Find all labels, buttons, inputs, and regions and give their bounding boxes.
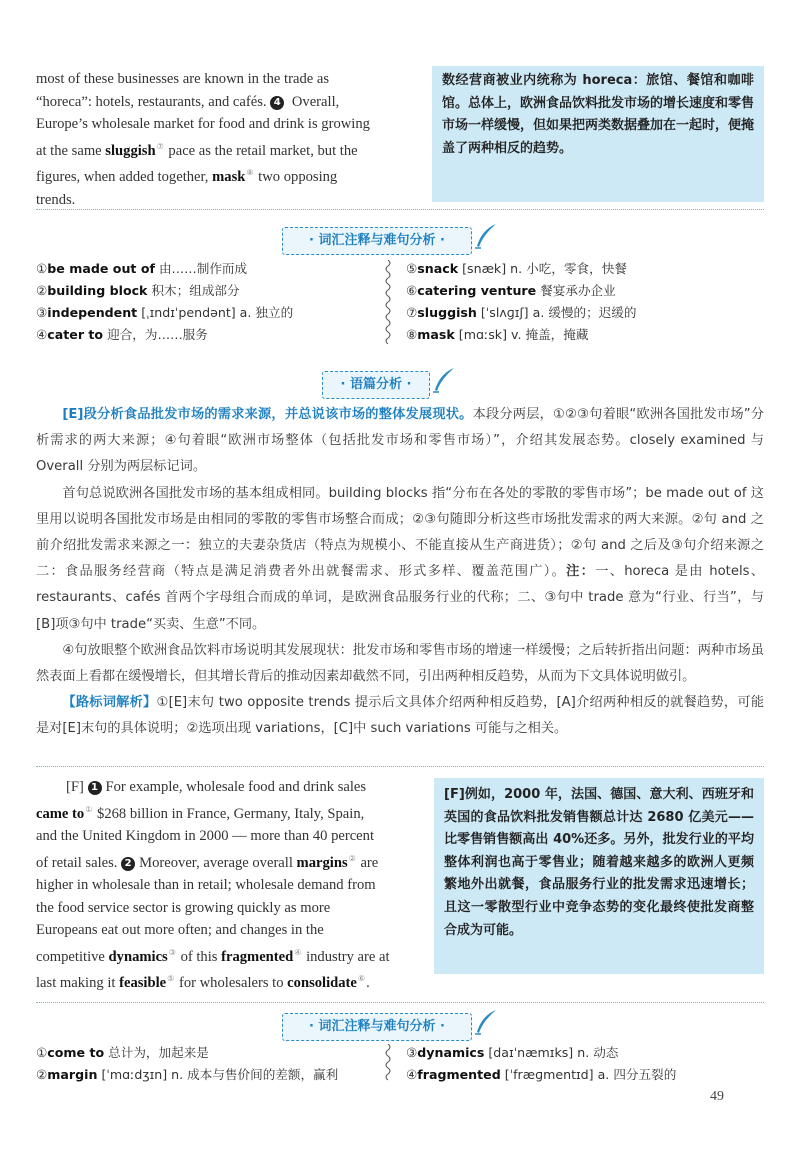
paragraph-f-translation-box: [F]例如，2000 年，法国、德国、意大利、西班牙和英国的食品饮料批发销售额总计达 2680 亿美元——比零售销售额高出 40%还多。另外，批发行业的平均整体利润也高于零售业；随着越来越多的欧洲人更频繁地外出就餐，食品服务行业的批发需求迅速增长；且这一零散型行业中竞争态势的变化最终使批发商整合成为可能。 (434, 778, 764, 974)
section-divider (36, 766, 764, 767)
text-segment: Moreover, average overall (139, 854, 297, 871)
vocab-meaning: 积木；组成部分 (147, 283, 240, 298)
analysis-text: ①[E]末句 two opposite trends 提示后文具体介绍两种相反趋势，[A]介绍两种相反的就餐趋势，可能是对[E]末句的具体说明；②选项出现 variations，[C]中 such variations 可能与之相关。 (36, 695, 765, 737)
text-line: Europe’s wholesale market for food and drink is growing (36, 116, 370, 133)
vocab-meaning: [ˈmɑːdʒɪn] n. 成本与售价间的差额，赢利 (97, 1067, 339, 1082)
item-number: ② (36, 1067, 48, 1082)
text-line (36, 968, 424, 994)
text-segment: pace as the retail market, but the (164, 142, 358, 159)
footnote-marker: ⑦ (156, 141, 164, 151)
quill-icon (472, 1008, 498, 1036)
vocab-term: snack (417, 261, 459, 276)
vocab-term: margin (47, 1067, 98, 1082)
text-line (36, 136, 422, 162)
vocab-section-title: · 词汇注释与难句分析 · (282, 227, 472, 255)
quill-icon (430, 366, 456, 394)
item-number: ① (36, 1045, 48, 1060)
item-number: ① (36, 261, 48, 276)
vocab-item (406, 1042, 766, 1064)
item-number: ④ (36, 327, 48, 342)
vocab-item (406, 302, 766, 324)
paragraph-tag: [F] (66, 779, 84, 795)
item-number: ③ (406, 1045, 418, 1060)
vocab-item (406, 258, 766, 280)
analysis-text: 本段分两层，①②③句着眼“欧洲各国批发市场”分析需求的两大来源；④句着眼“欧洲市场整体（包括批发市场和零售市场）”，介绍其发展态势。closely examined 与 Overall 分别为两层标记词。 (36, 407, 764, 475)
vocab-list-right (406, 258, 766, 346)
vocab-term: cater to (47, 327, 104, 342)
footnote-marker: ② (348, 853, 356, 863)
note-label: 注： (566, 564, 596, 580)
vocab-item (406, 324, 766, 346)
item-number: ⑥ (406, 283, 418, 298)
vocab-list-left (36, 1042, 376, 1086)
paragraph-f-english (36, 776, 424, 995)
vocab-item (36, 258, 376, 280)
text-segment: $268 billion in France, Germany, Italy, Spain, (93, 805, 365, 822)
analysis-paragraph (36, 402, 764, 481)
column-separator (382, 260, 394, 344)
text-line (36, 162, 422, 188)
vocab-term: be made out of (47, 261, 155, 276)
vocab-item (36, 1064, 376, 1086)
analysis-lead: [E]段分析食品批发市场的需求来源，并总说该市场的整体发展现状。 (62, 407, 473, 422)
signpost-label: 【路标词解析】 (62, 695, 157, 711)
vocab-item (36, 280, 376, 302)
footnote-marker: ⑧ (246, 168, 254, 178)
vocab-word: sluggish (105, 142, 156, 159)
vocab-word: came to (36, 805, 85, 822)
analysis-paragraph (36, 690, 764, 742)
text-line (36, 799, 424, 825)
vocab-term: come to (47, 1045, 105, 1060)
text-segment: for wholesalers to (175, 975, 288, 992)
vocab-term: sluggish (417, 305, 477, 320)
quill-icon (472, 222, 498, 250)
vocab-word: consolidate (287, 975, 357, 992)
vocab-meaning: 由……制作而成 (154, 261, 248, 276)
item-number: ⑧ (406, 327, 418, 342)
text-line (36, 942, 424, 968)
vocab-meaning: [mɑːsk] v. 掩盖，掩藏 (454, 327, 589, 342)
vocab-term: dynamics (417, 1045, 485, 1060)
vocab-meaning: 迎合，为……服务 (103, 327, 208, 342)
vocab-item (36, 324, 376, 346)
vocab-term: independent (47, 305, 138, 320)
vocab-word: mask (212, 169, 246, 186)
vocab-word: feasible (119, 975, 167, 992)
footnote-marker: ③ (168, 947, 176, 957)
vocab-meaning: [ˌɪndɪˈpendənt] a. 独立的 (137, 305, 294, 320)
vocab-meaning: [ˈslʌɡɪʃ] a. 缓慢的；迟缓的 (476, 305, 637, 320)
vocab-list-left (36, 258, 376, 346)
text-line: most of these businesses are known in the trade as (36, 71, 330, 87)
item-number: ③ (36, 305, 48, 320)
page-number: 49 (710, 1089, 724, 1104)
footnote-marker: ④ (294, 947, 302, 957)
item-number: ⑦ (406, 305, 418, 320)
vocab-item (36, 302, 376, 324)
vocab-item (36, 1042, 376, 1064)
vocab-term: catering venture (417, 283, 537, 298)
sentence-number-badge: 1 (88, 781, 102, 795)
vocab-list-right (406, 1042, 766, 1086)
text-line: the food service sector is growing quickly as more (36, 899, 331, 916)
item-number: ④ (406, 1067, 418, 1082)
footnote-marker: ① (85, 804, 93, 814)
vocab-meaning: [snæk] n. 小吃，零食，快餐 (458, 261, 627, 276)
analysis-paragraph: ④句放眼整个欧洲食品饮料市场说明其发展现状：批发市场和零售市场的增速一样缓慢；之后转折指出问题：两种市场虽然表面上看都在缓慢增长，但其增长背后的推动因素却截然不同，引出两种相反趋势，从而为下文具体说明做引。 (36, 642, 764, 685)
text-segment: For example, wholesale food and drink sales (105, 779, 367, 795)
section-divider (36, 1002, 764, 1003)
vocab-word: dynamics (108, 948, 168, 965)
text-line (36, 848, 424, 874)
text-line: and the United Kingdom in 2000 — more than 40 percent (36, 828, 375, 845)
column-separator (382, 1044, 394, 1084)
text-segment: . (366, 975, 370, 992)
analysis-body (36, 402, 764, 743)
text-line: Europeans eat out more often; and changes in the (36, 922, 324, 939)
vocab-word: fragmented (221, 948, 294, 965)
vocab-meaning: [daɪˈnæmɪks] n. 动态 (484, 1045, 619, 1060)
text-segment: industry are at (302, 948, 390, 965)
item-number: ② (36, 283, 48, 298)
vocab-item (406, 280, 766, 302)
vocab-term: fragmented (417, 1067, 501, 1082)
text-line: higher in wholesale than in retail; wholesale demand from (36, 877, 376, 894)
vocab-item (406, 1064, 766, 1086)
vocab-meaning: [ˈfræɡmentɪd] a. 四分五裂的 (500, 1067, 677, 1082)
text-segment: of this (176, 948, 222, 965)
text-segment: figures, when added together, (36, 169, 213, 186)
vocab-meaning: 餐宴承办企业 (536, 283, 616, 298)
vocab-term: mask (417, 327, 455, 342)
section-divider (36, 209, 764, 210)
text-segment: at the same (36, 142, 106, 159)
text-segment: Overall, (288, 93, 340, 110)
text-line: trends. (36, 191, 76, 208)
vocab-section-title: · 词汇注释与难句分析 · (282, 1013, 472, 1041)
footnote-marker: ⑤ (167, 974, 175, 984)
analysis-text: 一、horeca 是由 hotels、restaurants、cafés 首两个字母组合而成的单词，是欧洲食品服务行业的代称；二、③句中 trade 意为“行业、行当”，与[B]项③句中 trade“买卖、生意”不同。 (36, 564, 764, 632)
analysis-text: 首句总说欧洲各国批发市场的基本组成相同。building blocks 指“分布在各处的零散的零售市场”；be made out of 这里用以说明各国批发市场是由相同的零散的零售市场整合而成；②③句随即分析这些市场批发需求的两大来源。②句 and 之前介绍批发需求来源之一：独立的夫妻杂货店（特点为规模小、不能直接从生产商进货）；②句 and 之后及③句介绍来源之二：食品服务经营商（特点是满足消费者外出就餐需求、形式多样、覆盖范围广）。 (36, 485, 764, 580)
text-segment: competitive (36, 948, 109, 965)
text-line (36, 91, 422, 114)
text-segment: of retail sales. (36, 854, 118, 871)
vocab-word: margins (296, 854, 348, 871)
analysis-paragraph (36, 481, 764, 638)
text-line (36, 776, 424, 799)
vocab-meaning: 总计为，加起来是 (104, 1045, 209, 1060)
sentence-number-badge: 4 (270, 96, 284, 110)
top-english-paragraph (36, 68, 422, 211)
text-segment: last making it (36, 975, 120, 992)
footnote-marker: ⑥ (357, 974, 366, 984)
top-translation-box: 数经营商被业内统称为 horeca：旅馆、餐馆和咖啡馆。总体上，欧洲食品饮料批发市场的增长速度和零售市场一样缓慢，但如果把两类数据叠加在一起时，便掩盖了两种相反的趋势。 (432, 66, 764, 202)
text-segment: “horeca”: hotels, restaurants, and cafés. (36, 93, 267, 110)
analysis-section-title: · 语篇分析 · (322, 371, 430, 399)
vocab-term: building block (47, 283, 148, 298)
sentence-number-badge: 2 (121, 857, 135, 871)
item-number: ⑤ (406, 261, 418, 276)
text-segment: two opposing (254, 169, 338, 186)
text-segment: are (356, 854, 379, 871)
